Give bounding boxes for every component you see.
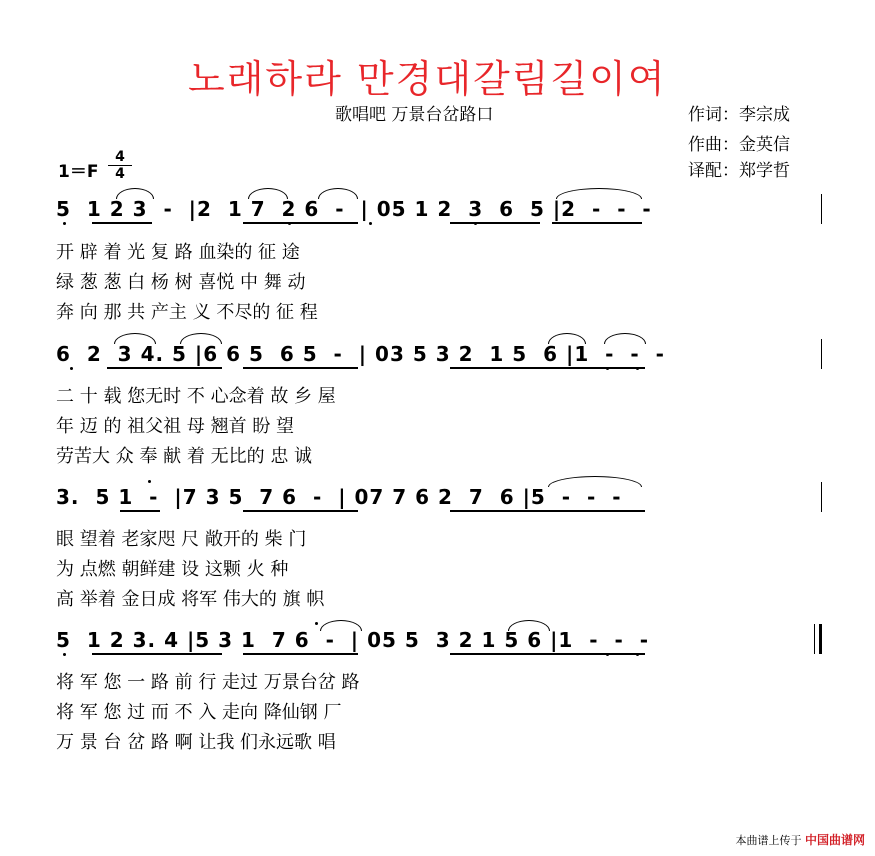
slur xyxy=(548,333,586,344)
beam xyxy=(450,367,645,369)
lyric-row-1-verse-2: 绿 葱 葱 白 杨 树 喜悦 中 舞 动 xyxy=(56,272,306,293)
lyric-row-4-verse-3: 万 景 台 岔 路 啊 让我 们永远歌 唱 xyxy=(56,732,336,753)
end-barline-row-1 xyxy=(821,194,822,224)
low-octave-dot xyxy=(288,222,291,225)
low-octave-dot xyxy=(636,367,639,370)
beam xyxy=(450,653,645,655)
final-barline-thick xyxy=(819,624,822,654)
slur xyxy=(548,476,642,487)
low-octave-dot xyxy=(474,222,477,225)
high-octave-dot xyxy=(148,480,151,483)
slur xyxy=(320,620,362,631)
low-octave-dot xyxy=(63,222,66,225)
beam xyxy=(107,367,222,369)
footer-attribution xyxy=(735,831,865,848)
slur xyxy=(248,188,288,199)
slur xyxy=(604,333,646,344)
slur xyxy=(508,620,550,631)
footer-upload-label: 本曲谱上传于 xyxy=(735,834,802,847)
low-octave-dot xyxy=(636,653,639,656)
low-octave-dot xyxy=(606,367,609,370)
low-octave-dot xyxy=(369,222,372,225)
song-title-chinese: 歌唱吧 万景台岔路口 xyxy=(335,105,494,125)
end-barline-row-2 xyxy=(821,339,822,369)
low-octave-dot xyxy=(70,367,73,370)
slur xyxy=(114,333,156,344)
arranger-credit: 译配：郑学哲 xyxy=(688,161,790,181)
low-octave-dot xyxy=(63,653,66,656)
beam xyxy=(243,653,358,655)
slur xyxy=(180,333,222,344)
lyric-row-3-verse-2: 为 点燃 朝鲜建 设 这颗 火 种 xyxy=(56,559,289,580)
lyric-row-2-verse-2: 年 迈 的 祖父祖 母 翘首 盼 望 xyxy=(56,416,295,437)
song-title-korean: 노래하라 만경대갈림길이여 xyxy=(188,57,667,101)
notes-row-4: 5 1 2 3. 4 |5 3 1 7 6 - | 05 5 3 2 1 5 6 |1 - - - xyxy=(56,628,650,652)
beam xyxy=(243,510,358,512)
high-octave-dot xyxy=(315,622,318,625)
lyric-row-1-verse-1: 开 辟 着 光 复 路 血染的 征 途 xyxy=(56,242,300,263)
slur xyxy=(556,188,642,199)
beam xyxy=(552,222,642,224)
low-octave-dot xyxy=(606,653,609,656)
lyric-row-3-verse-1: 眼 望着 老家咫 尺 敞开的 柴 门 xyxy=(56,529,307,550)
time-signature-bottom: 4 xyxy=(115,166,125,182)
key-signature: 1＝F xyxy=(58,162,99,182)
beam xyxy=(450,510,645,512)
lyric-row-1-verse-3: 奔 向 那 共 产主 义 不尽的 征 程 xyxy=(56,302,318,323)
lyric-row-4-verse-1: 将 军 您 一 路 前 行 走过 万景台岔 路 xyxy=(56,672,360,693)
lyric-row-2-verse-3: 劳苦大 众 奉 献 着 无比的 忠 诚 xyxy=(56,446,313,467)
beam xyxy=(243,222,358,224)
time-signature-top: 4 xyxy=(115,149,125,165)
end-barline-row-3 xyxy=(821,482,822,512)
beam xyxy=(450,222,540,224)
notes-row-3: 3. 5 1 - |7 3 5 7 6 - | 07 7 6 2 7 6 |5 - - - xyxy=(56,485,622,509)
final-barline-thin xyxy=(814,624,815,654)
beam xyxy=(243,367,358,369)
lyric-row-3-verse-3: 高 举着 金日成 将军 伟大的 旗 帜 xyxy=(56,589,325,610)
beam xyxy=(92,653,222,655)
lyric-row-2-verse-1: 二 十 载 您无时 不 心念着 故 乡 屋 xyxy=(56,386,336,407)
notes-row-2: 6 2 3 4. 5 |6 6 5 6 5 - | 03 5 3 2 1 5 6 |1 - - - xyxy=(56,342,665,366)
beam xyxy=(92,222,152,224)
slur xyxy=(318,188,358,199)
composer-credit: 作曲：金英信 xyxy=(688,135,790,155)
lyricist-credit: 作词：李宗成 xyxy=(688,105,790,125)
lyric-row-4-verse-2: 将 军 您 过 而 不 入 走向 降仙钢 厂 xyxy=(56,702,342,723)
brand-logo[interactable]: 中国曲谱网 xyxy=(804,833,865,847)
slur xyxy=(116,188,154,199)
time-signature xyxy=(108,150,132,181)
notes-row-1: 5 1 2 3 - |2 1 7 2 6 - | 05 1 2 3 6 5 |2 - - - xyxy=(56,197,652,221)
beam xyxy=(120,510,160,512)
